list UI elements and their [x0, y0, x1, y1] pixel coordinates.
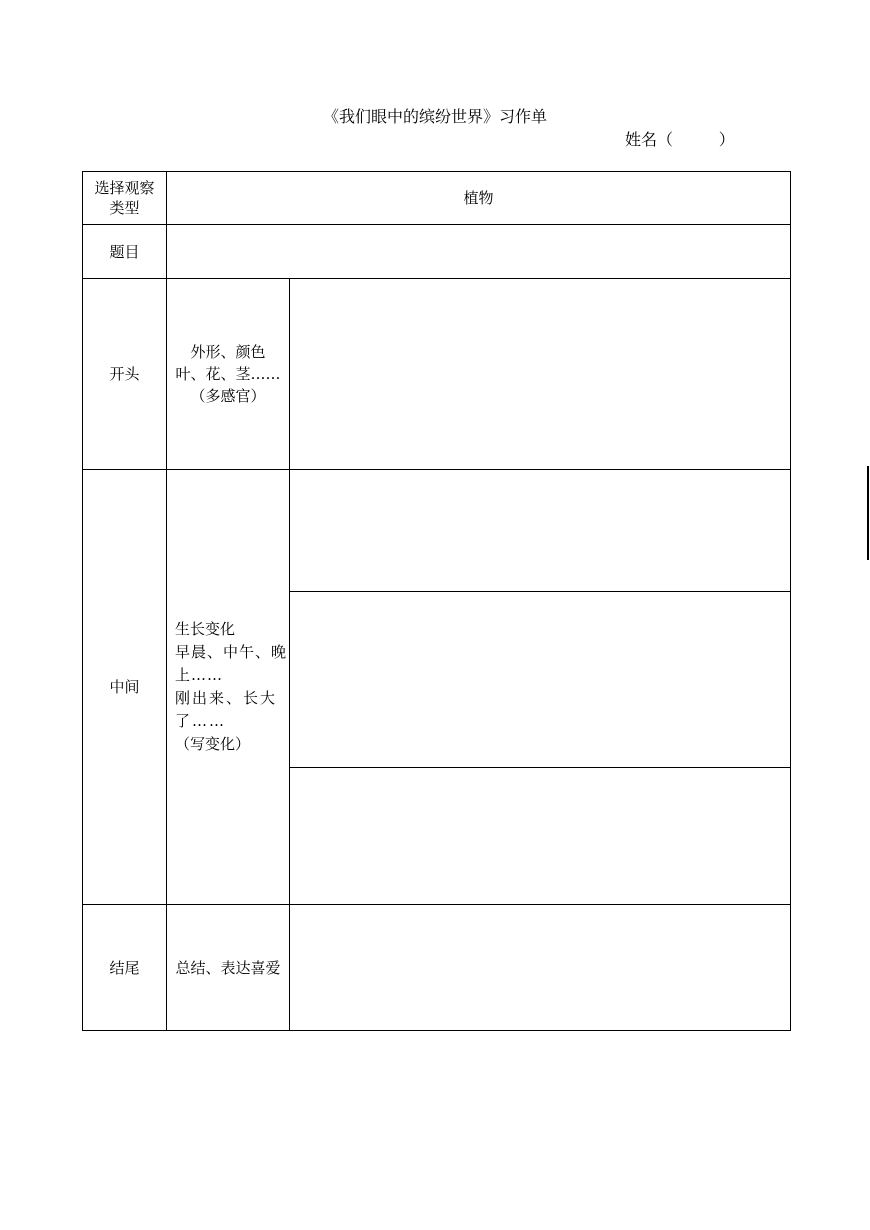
middle-writing-area-1[interactable] [290, 470, 791, 592]
middle-writing-area-2[interactable] [290, 592, 791, 768]
opening-label-cell [83, 279, 167, 470]
ending-label-cell [83, 905, 167, 1031]
page-edge-mark [867, 466, 869, 560]
middle-hint-cell [167, 470, 290, 905]
middle-hint-line: （写变化） [175, 735, 251, 753]
type-label: 选择观察类型 [94, 179, 155, 217]
worksheet-table [82, 171, 791, 1031]
opening-hint-line: （多感官） [190, 387, 266, 405]
middle-label-cell [83, 470, 167, 905]
topic-input-cell[interactable] [167, 225, 791, 279]
opening-hint-line: 叶、花、茎…… [175, 365, 281, 383]
middle-row-1 [83, 470, 791, 592]
middle-hint-line: 刚出来、长大了…… [175, 689, 278, 730]
opening-label: 开头 [109, 365, 140, 383]
topic-label-cell [83, 225, 167, 279]
middle-hint-line: 早晨、中午、晚上…… [175, 643, 288, 684]
opening-hint-line: 外形、颜色 [190, 343, 266, 361]
ending-hint: 总结、表达喜爱 [175, 958, 281, 977]
middle-writing-area-3[interactable] [290, 768, 791, 905]
opening-row [83, 279, 791, 470]
name-field[interactable]: 姓名（ ） [625, 130, 735, 149]
opening-hint-cell [167, 279, 290, 470]
type-row [83, 172, 791, 225]
topic-row [83, 225, 791, 279]
type-label-cell [83, 172, 167, 225]
type-value: 植物 [463, 189, 494, 207]
ending-writing-area[interactable] [290, 905, 791, 1031]
ending-label: 结尾 [109, 958, 140, 977]
worksheet-title: 《我们眼中的缤纷世界》习作单 [322, 107, 547, 126]
middle-hint-line: 生长变化 [175, 620, 236, 638]
opening-writing-area[interactable] [290, 279, 791, 470]
ending-row [83, 905, 791, 1031]
ending-hint-cell [167, 905, 290, 1031]
type-value-cell[interactable] [167, 172, 791, 225]
topic-label: 题目 [109, 242, 140, 261]
middle-label: 中间 [109, 678, 140, 696]
